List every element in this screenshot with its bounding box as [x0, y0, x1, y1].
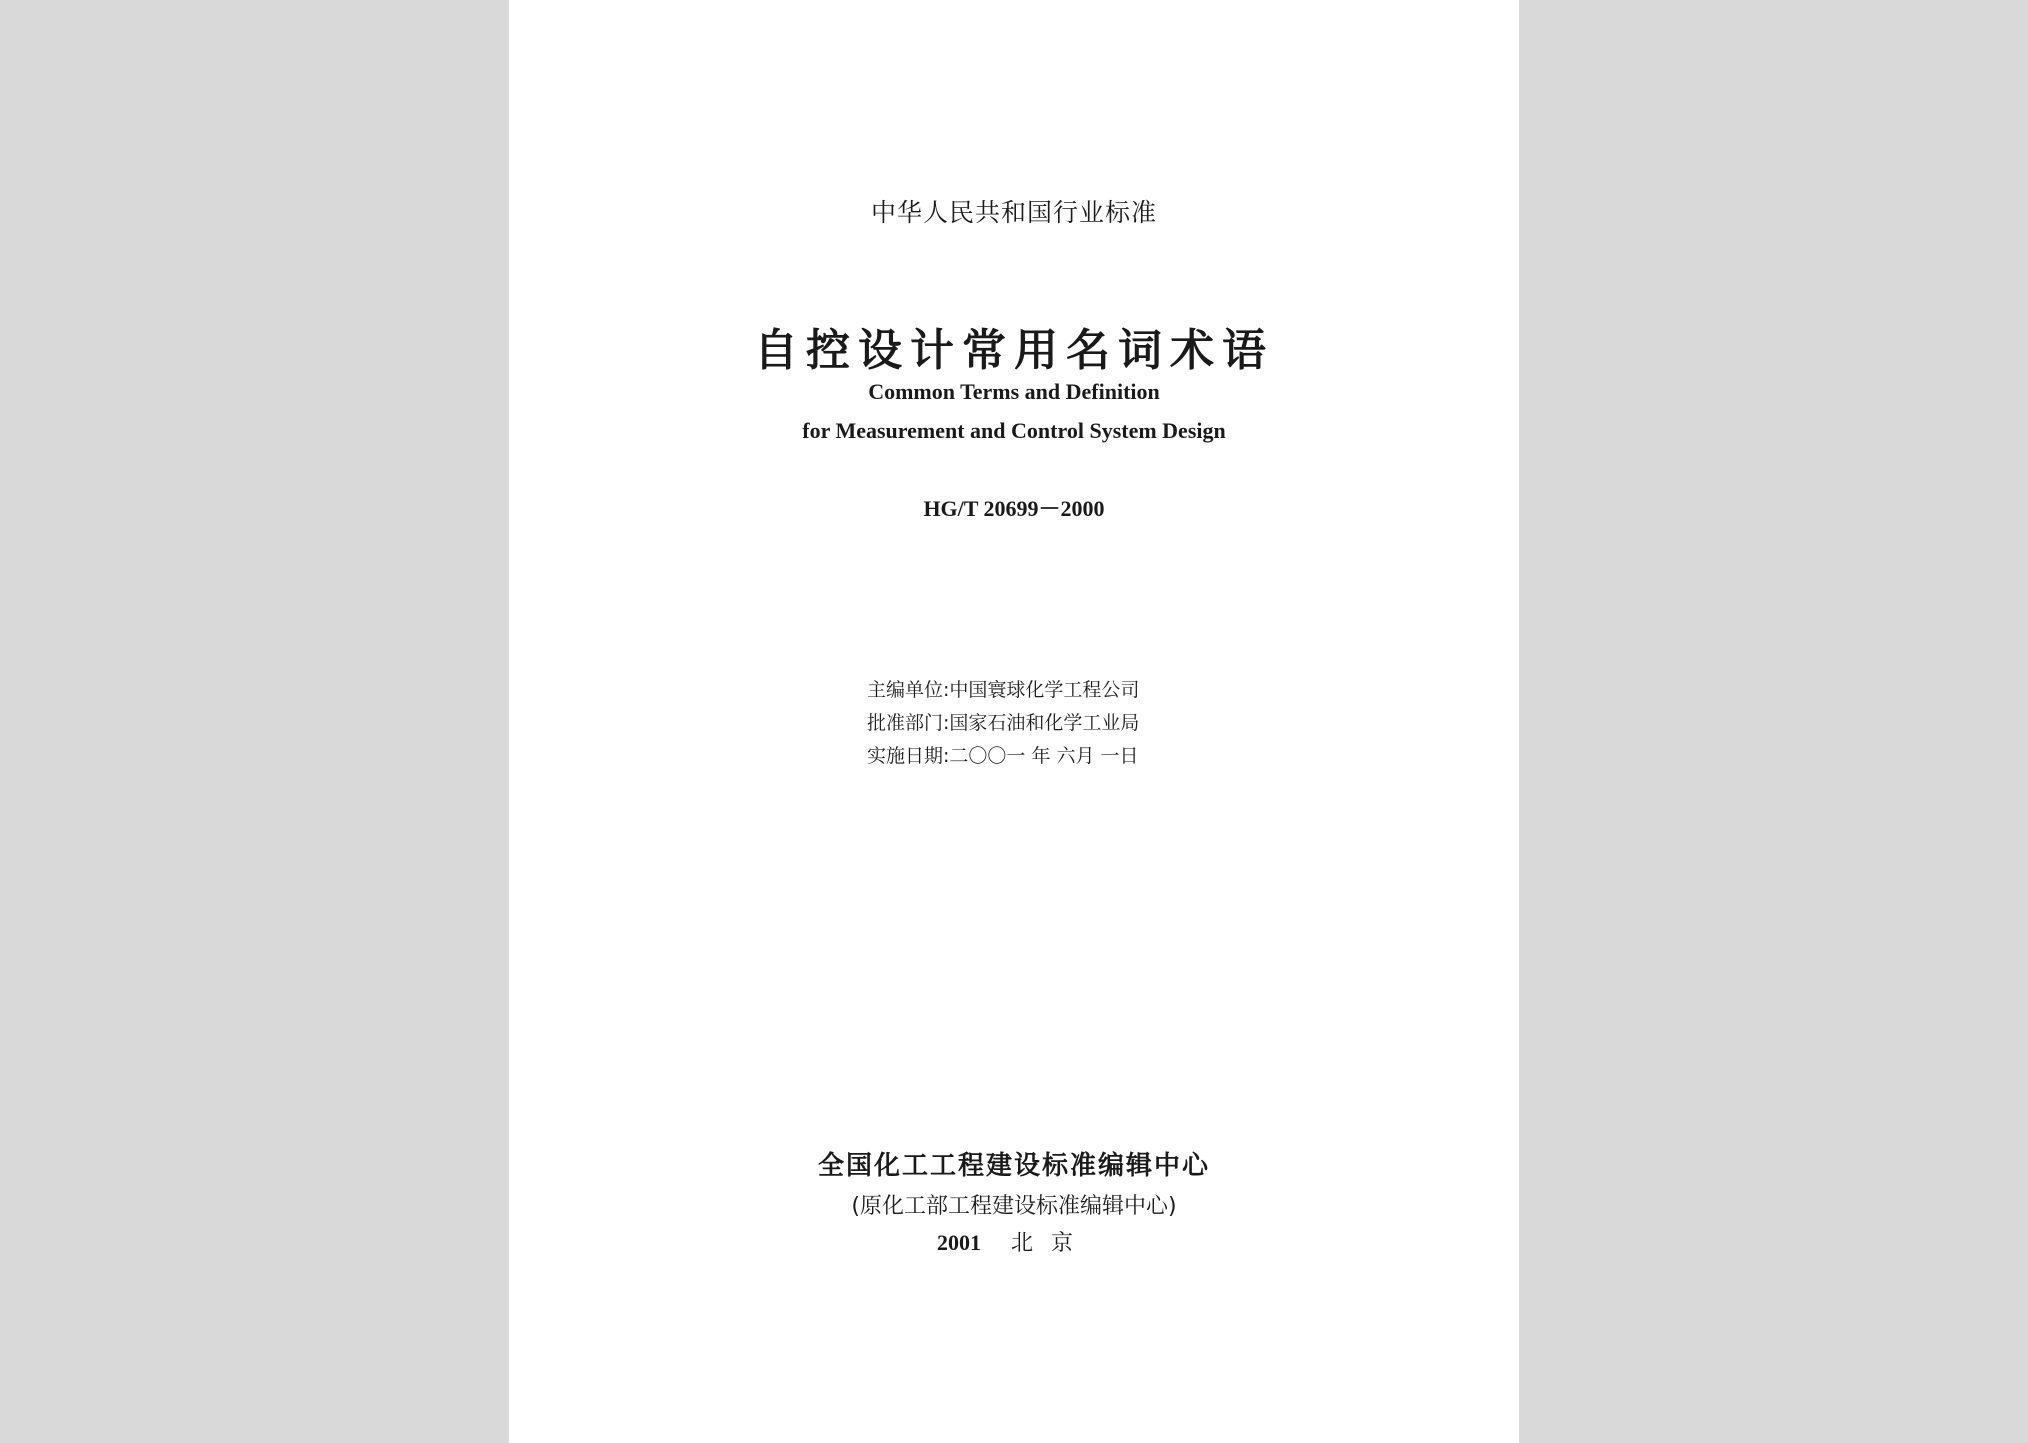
approval-department: 批准部门:国家石油和化学工业局	[867, 712, 1140, 734]
publication-year: 2001	[936, 1230, 981, 1255]
document-title-chinese: 自控设计常用名词术语	[754, 325, 1274, 376]
effective-date: 实施日期:二〇〇一 年 六月 一日	[867, 745, 1139, 767]
document-page	[509, 0, 1519, 1443]
publisher-former-name: (原化工部工程建设标准编辑中心)	[851, 1194, 1177, 1219]
standard-code: HG/T 20699－2000	[923, 496, 1105, 521]
standard-category: 中华人民共和国行业标准	[870, 198, 1157, 227]
document-title-english-line1: Common Terms and Definition	[868, 379, 1160, 404]
publication-city: 北京	[1010, 1231, 1091, 1256]
editor-unit: 主编单位:中国寰球化学工程公司	[867, 679, 1140, 701]
publisher-name: 全国化工工程建设标准编辑中心	[817, 1151, 1210, 1181]
publication-place	[509, 1226, 1519, 1257]
document-title-english-line2: for Measurement and Control System Design	[802, 418, 1226, 443]
